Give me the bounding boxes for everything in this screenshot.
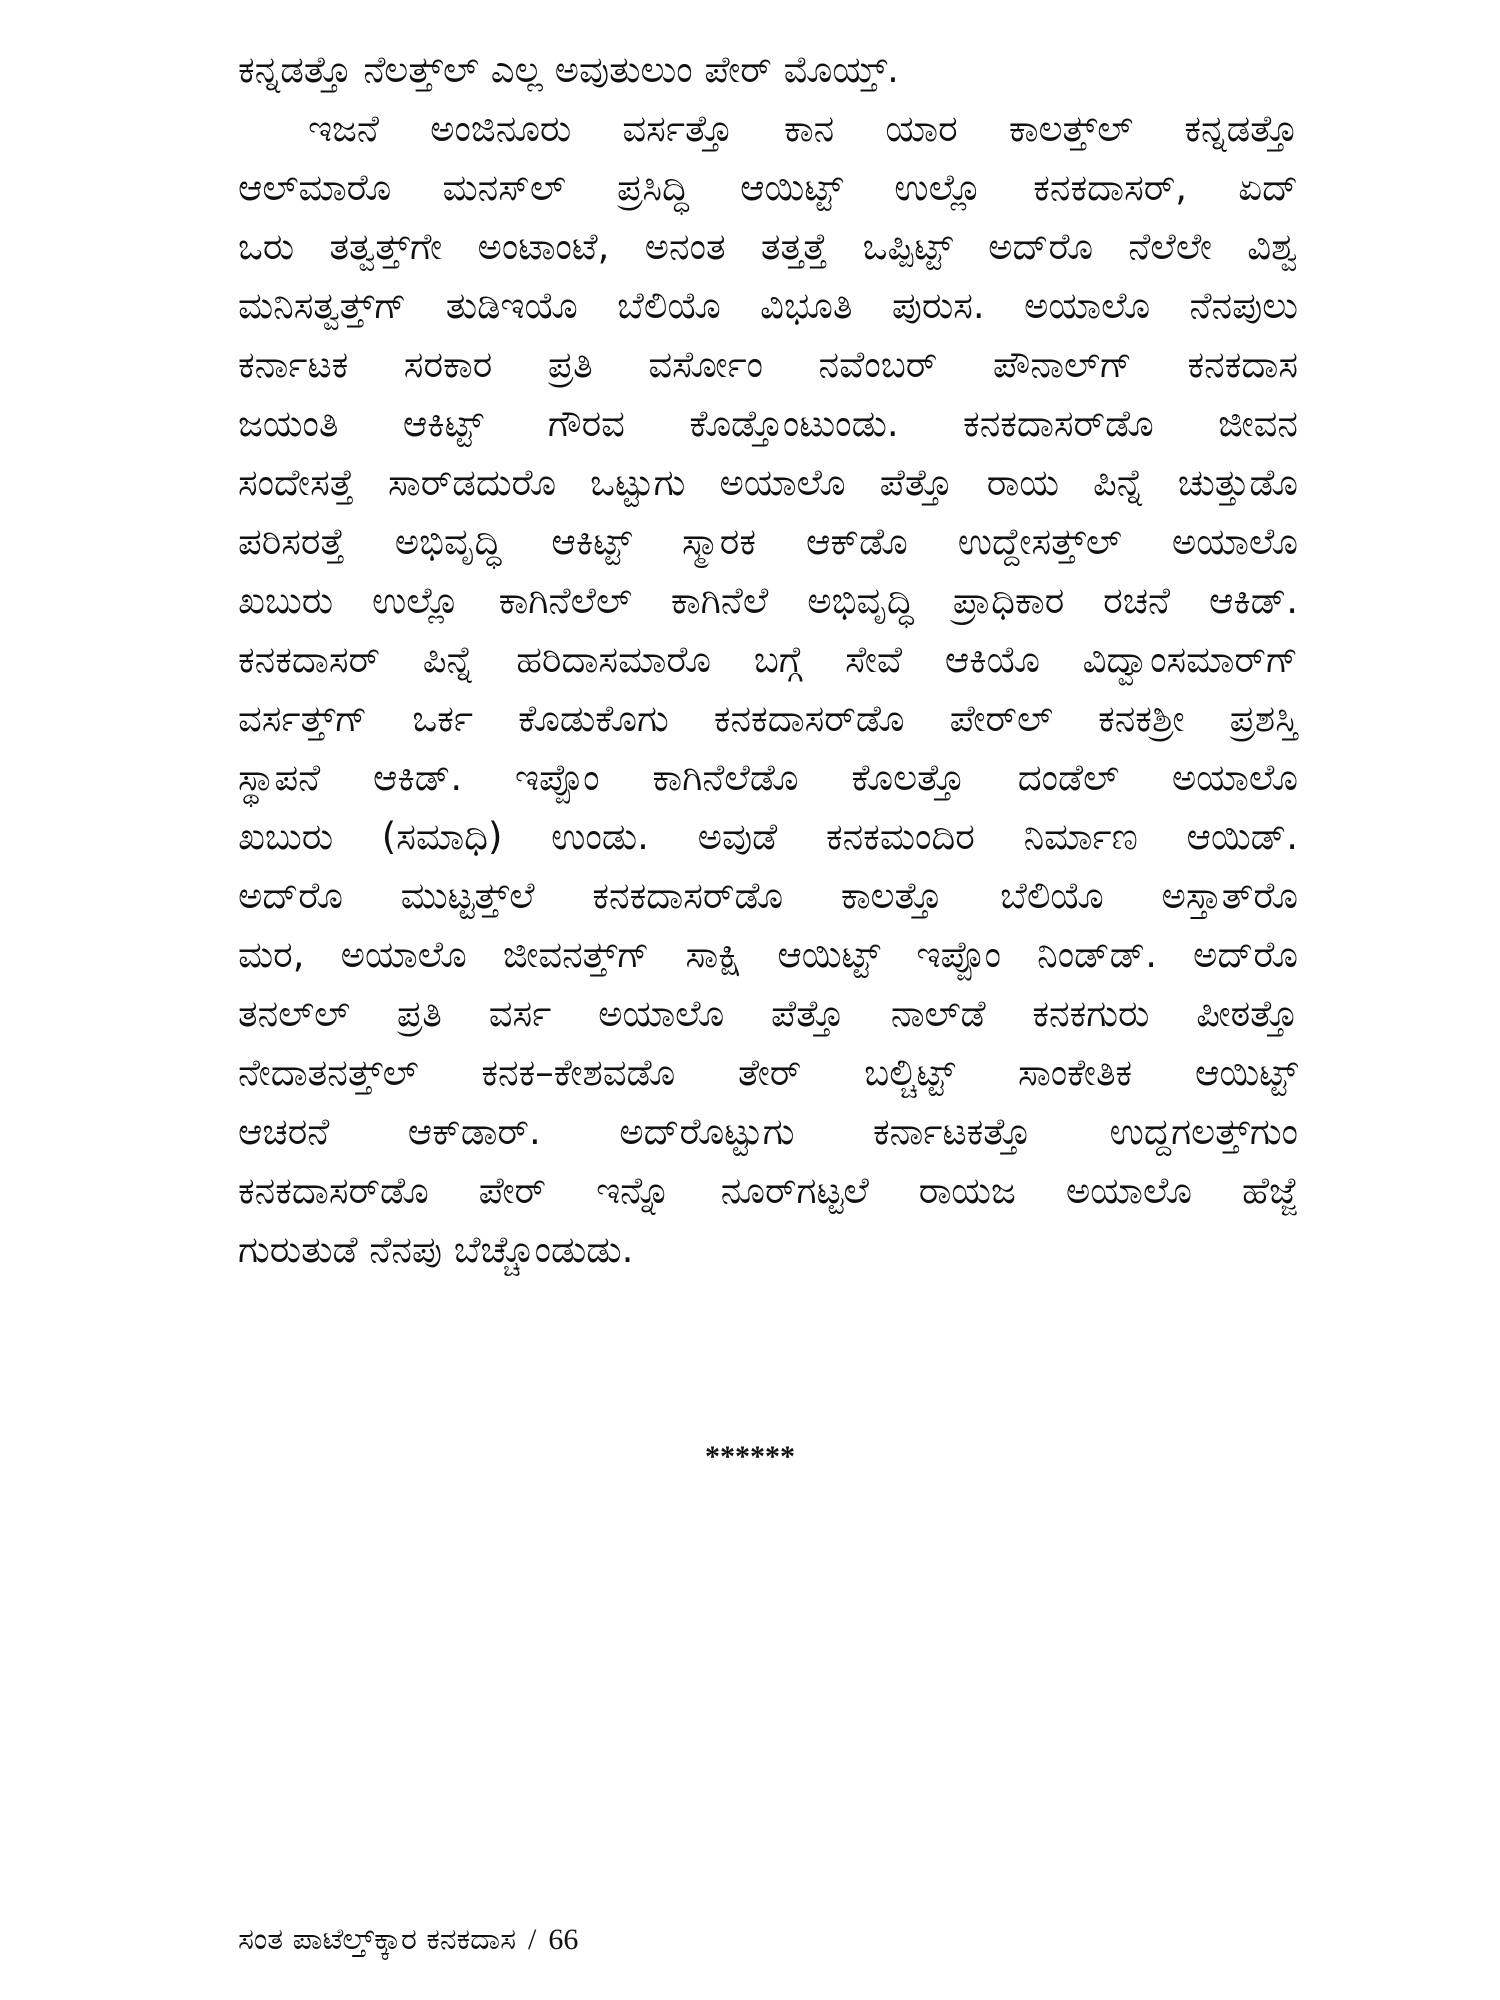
text-line: ಒರು ತತ್ವತ್ತ್‌ಗೇ ಅಂಟಾಂಟೆ, ಅನಂತ ತತ್ತತ್ತೆ ಒಪ್ಪಿಟ್ಟ್ ಅದ್‌ರೊ ನೆಲೆಲೇ ವಿಶ್ವ xyxy=(238,225,1298,268)
body-text xyxy=(238,40,1298,1279)
text-line: ಕನಕದಾಸರ್ ಪಿನ್ನೆ ಹರಿದಾಸಮಾರೊ ಬಗ್ಗೆ ಸೇವೆ ಆಕಿಯೊ ವಿದ್ವಾಂಸಮಾರ್‌ಗ್ xyxy=(238,638,1298,681)
text-line: ಕನಕದಾಸರ್‌ಡೊ ಪೇರ್ ಇನ್ನೊ ನೂರ್‌ಗಟ್ಟಲೆ ರಾಯಜ ಅಯಾಲೊ ಹೆಜ್ಜೆ xyxy=(238,1169,1298,1212)
text-line: ಜಯಂತಿ ಆಕಿಟ್ಟ್ ಗೌರವ ಕೊಡ್ತೊಂಟುಂಡು. ಕನಕದಾಸರ್‌ಡೊ ಜೀವನ xyxy=(238,402,1298,445)
section-separator: ****** xyxy=(705,1440,795,1473)
text-line: ನೇದಾತನತ್ತ್‌ಲ್ ಕನಕ–ಕೇಶವಡೊ ತೇರ್ ಬಲ್ಚಿಟ್ಟ್ ಸಾಂಕೇತಿಕ ಆಯಿಟ್ಟ್ xyxy=(238,1051,1298,1094)
text-line: ಮರ, ಅಯಾಲೊ ಜೀವನತ್ತ್‌ಗ್ ಸಾಕ್ಷಿ ಆಯಿಟ್ಟ್ ಇಪ್ಪೊಂ ನಿಂಡ್‌ಡ್. ಅದ್‌ರೊ xyxy=(238,933,1298,976)
text-line: ಖಬುರು (ಸಮಾಧಿ) ಉಂಡು. ಅವುಡೆ ಕನಕಮಂದಿರ ನಿರ್ಮಾಣ ಆಯಿಡ್. xyxy=(238,815,1298,858)
text-line: ಕನ್ನಡತ್ತೊ ನೆಲತ್ತ್‌ಲ್ ಎಲ್ಲ ಅವುತುಲುಂ ಪೇರ್ ಮೊಯ್ತ್. xyxy=(238,48,899,91)
text-line: ತನಲ್‌ಲ್ ಪ್ರತಿ ವರ್ಸ ಅಯಾಲೊ ಪೆತ್ತೊ ನಾಲ್‌ಡೆ ಕನಕಗುರು ಪೀಠತ್ತೊ xyxy=(238,992,1298,1035)
text-line: ಸಂದೇಸತ್ತೆ ಸಾರ್‌ಡದುರೊ ಒಟ್ಟುಗು ಅಯಾಲೊ ಪೆತ್ತೊ ರಾಯ ಪಿನ್ನೆ ಚುತ್ತುಡೊ xyxy=(238,461,1298,504)
footer-title: ಸಂತ ಪಾಟೆಲ್ತ್‌ಕ್ಕಾರ ಕನಕದಾಸ xyxy=(238,1922,517,1957)
text-line: ಆಲ್‌ಮಾರೊ ಮನಸ್‌ಲ್ ಪ್ರಸಿದ್ಧಿ ಆಯಿಟ್ಟ್ ಉಲ್ಲೊ ಕನಕದಾಸರ್, ಏದ್ xyxy=(238,166,1298,209)
text-line: ಅದ್‌ರೊ ಮುಟ್ಟತ್ತ್‌ಲೆ ಕನಕದಾಸರ್‌ಡೊ ಕಾಲತ್ತೊ ಬೆಲಿಯೊ ಅಸ್ತಾತ್‌ರೊ xyxy=(238,874,1298,917)
text-line: ಇಜನೆ ಅಂಜಿನೂರು ವರ್ಸತ್ತೊ ಕಾನ ಯಾರ ಕಾಲತ್ತ್‌ಲ್ ಕನ್ನಡತ್ತೊ xyxy=(308,107,1298,150)
text-line: ಖಬುರು ಉಲ್ಲೊ ಕಾಗಿನೆಲೆಲ್ ಕಾಗಿನೆಲೆ ಅಭಿವೃದ್ಧಿ ಪ್ರಾಧಿಕಾರ ರಚನೆ ಆಕಿಡ್. xyxy=(238,579,1298,622)
text-line: ಮನಿಸತ್ವತ್ತ್‌ಗ್ ತುಡಿಇಯೊ ಬೆಲಿಯೊ ವಿಭೂತಿ ಪುರುಸ. ಅಯಾಲೊ ನೆನಪುಲು xyxy=(238,284,1298,327)
text-line: ಕರ್ನಾಟಕ ಸರಕಾರ ಪ್ರತಿ ವರ್ಸೋಂ ನವೆಂಬರ್ ಪೌನಾಲ್‌ಗ್ ಕನಕದಾಸ xyxy=(238,343,1298,386)
footer-separator: / xyxy=(528,1923,537,1956)
text-line: ಆಚರನೆ ಆಕ್‌ಡಾರ್. ಅದ್‌ರೊಟ್ಟುಗು ಕರ್ನಾಟಕತ್ತೊ ಉದ್ದಗಲತ್ತ್‌ಗುಂ xyxy=(238,1110,1298,1153)
text-line: ಗುರುತುಡೆ ನೆನಪು ಬೆಚ್ಚೊಂಡುಡು. xyxy=(238,1228,634,1271)
page-number: 66 xyxy=(548,1923,579,1956)
text-line: ವರ್ಸತ್ತ್‌ಗ್ ಒರ್ಕ ಕೊಡುಕೊಗು ಕನಕದಾಸರ್‌ಡೊ ಪೇರ್‌ಲ್ ಕನಕಶ್ರೀ ಪ್ರಶಸ್ತಿ xyxy=(238,697,1298,740)
page-footer xyxy=(238,1922,578,1957)
text-line: ಸ್ಥಾಪನೆ ಆಕಿಡ್. ಇಪ್ಪೊಂ ಕಾಗಿನೆಲೆಡೊ ಕೊಲತ್ತೊ ದಂಡೆಲ್ ಅಯಾಲೊ xyxy=(238,756,1298,799)
text-line: ಪರಿಸರತ್ತೆ ಅಭಿವೃದ್ಧಿ ಆಕಿಟ್ಟ್ ಸ್ಮಾರಕ ಆಕ್‌ಡೊ ಉದ್ದೇಸತ್ತ್‌ಲ್ ಅಯಾಲೊ xyxy=(238,520,1298,563)
